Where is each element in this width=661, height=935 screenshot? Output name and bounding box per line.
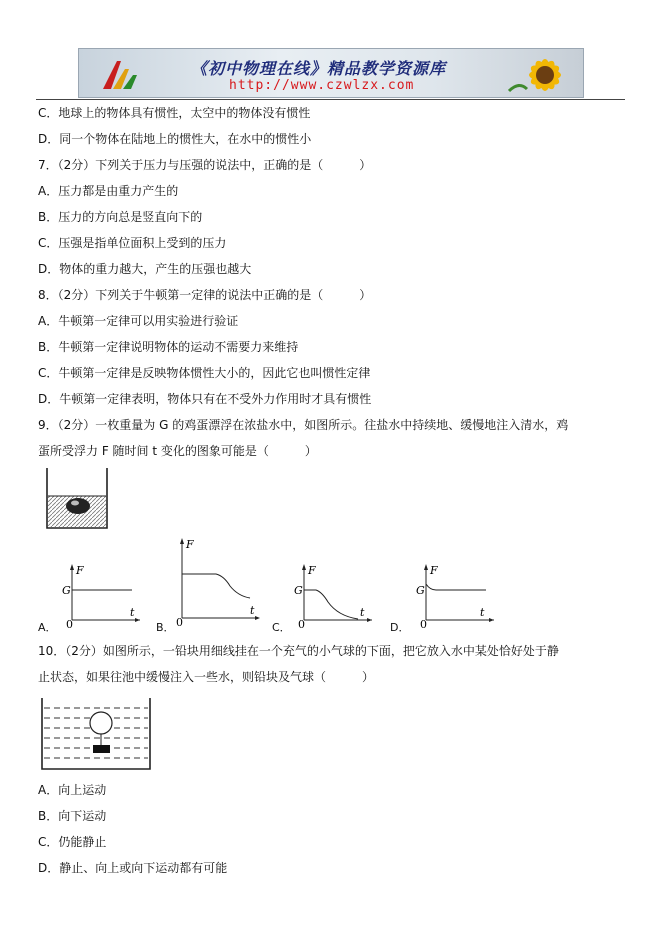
graph-d — [414, 562, 498, 628]
graph-b-f-label: F — [186, 538, 194, 551]
graph-d-zero: 0 — [420, 618, 427, 628]
q10-option-d: D．静止、向上或向下运动都有可能 — [38, 861, 228, 875]
graph-d-g-label: G — [416, 584, 425, 597]
graph-a-option-label[interactable]: A． — [38, 621, 57, 634]
q7-option-c: C．压强是指单位面积上受到的压力 — [38, 236, 227, 250]
q10-stem-line2: 止状态，如果往池中缓慢注入一些水，则铅块及气球（ ） — [38, 670, 375, 684]
q7-option-d: D．物体的重力越大，产生的压强也越大 — [38, 262, 252, 276]
banner-title: 《初中物理在线》精品教学资源库 — [191, 59, 447, 78]
site-logo — [99, 55, 141, 93]
sunflower-icon — [505, 51, 575, 97]
banner-url[interactable]: http://www.czwlzx.com — [229, 78, 415, 93]
q9-stem-line2: 蛋所受浮力 F 随时间 t 变化的图象可能是（ ） — [38, 444, 317, 458]
graph-b — [172, 536, 264, 628]
q10-stem-line1: 10．（2分）如图所示，一铅块用细线挂在一个充气的小气球的下面，把它放入水中某处恰好处于静 — [38, 644, 559, 658]
q6-option-d: D．同一个物体在陆地上的惯性大，在水中的惯性小 — [38, 132, 312, 146]
q8-option-d: D．牛顿第一定律表明，物体只有在不受外力作用时才具有惯性 — [38, 392, 372, 406]
q7-option-a: A．压力都是由重力产生的 — [38, 184, 179, 198]
q8-option-a: A．牛顿第一定律可以用实验进行验证 — [38, 314, 239, 328]
graph-c-g-label: G — [294, 584, 303, 597]
graph-a-f-label: F — [76, 564, 84, 577]
graph-b-option-label[interactable]: B． — [156, 621, 175, 634]
q7-stem: 7．（2分）下列关于压力与压强的说法中，正确的是（ ） — [38, 158, 372, 172]
header-rule — [36, 99, 625, 100]
graph-a — [60, 562, 144, 628]
q7-option-b: B．压力的方向总是竖直向下的 — [38, 210, 203, 224]
graph-c-t-label: t — [360, 606, 365, 619]
q8-option-c: C．牛顿第一定律是反映物体惯性大小的，因此它也叫惯性定律 — [38, 366, 371, 380]
q10-option-c: C．仍能静止 — [38, 835, 107, 849]
q10-option-a: A．向上运动 — [38, 783, 107, 797]
beaker-egg-figure — [44, 466, 110, 530]
header-banner — [78, 48, 584, 98]
q8-stem: 8．（2分）下列关于牛顿第一定律的说法中正确的是（ ） — [38, 288, 372, 302]
q10-option-b: B．向下运动 — [38, 809, 107, 823]
q8-option-b: B．牛顿第一定律说明物体的运动不需要力来维持 — [38, 340, 299, 354]
graph-a-t-label: t — [130, 606, 135, 619]
graph-d-f-label: F — [430, 564, 438, 577]
graph-a-g-label: G — [62, 584, 71, 597]
graph-c-zero: 0 — [298, 618, 305, 628]
pool-balloon-figure — [40, 696, 152, 772]
graph-c — [292, 562, 376, 628]
graph-d-option-label[interactable]: D． — [390, 621, 410, 634]
graph-d-t-label: t — [480, 606, 485, 619]
graph-c-f-label: F — [308, 564, 316, 577]
graph-a-zero: 0 — [66, 618, 73, 628]
q6-option-c: C．地球上的物体具有惯性，太空中的物体没有惯性 — [38, 106, 311, 120]
graph-c-option-label[interactable]: C． — [272, 621, 291, 634]
graph-b-zero: 0 — [176, 616, 183, 628]
graph-b-t-label: t — [250, 604, 255, 617]
q9-stem-line1: 9．（2分）一枚重量为 G 的鸡蛋漂浮在浓盐水中，如图所示。往盐水中持续地、缓慢地注入清水，鸡 — [38, 418, 569, 432]
